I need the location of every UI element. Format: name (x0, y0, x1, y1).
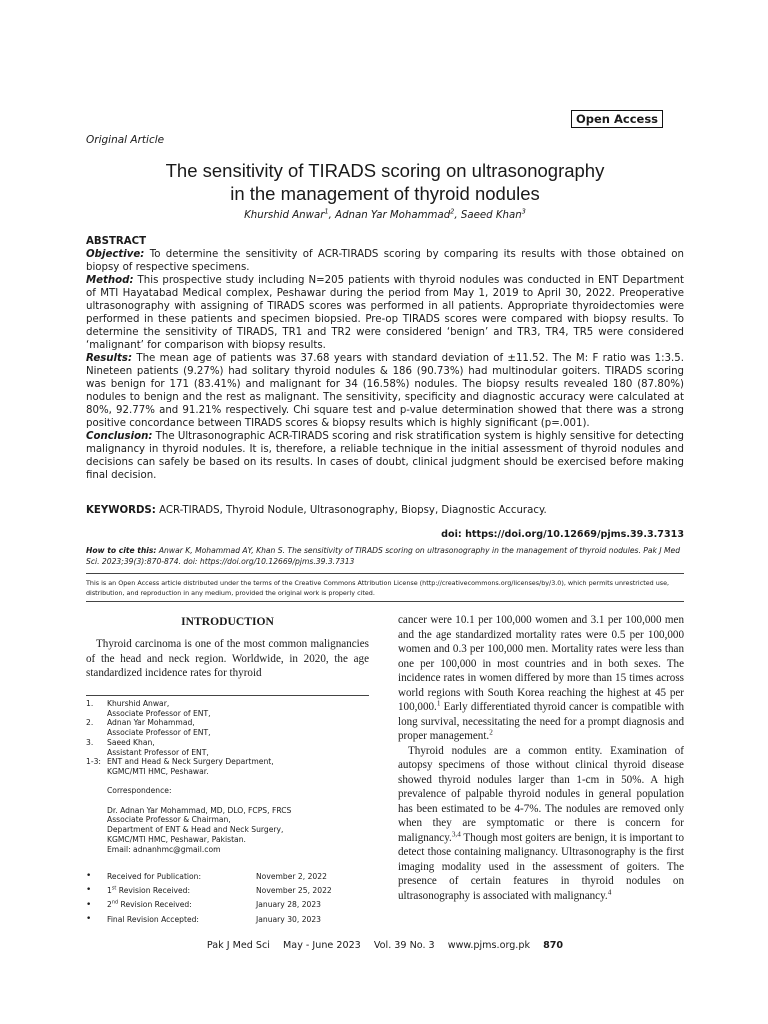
footer-journal: Pak J Med Sci (206, 940, 270, 951)
introduction-heading: INTRODUCTION (181, 615, 274, 628)
date-value: January 30, 2023 (256, 914, 322, 924)
affiliation-line: Khurshid Anwar, (107, 699, 170, 708)
correspondence (107, 786, 369, 854)
correspondence-line: Dr. Adnan Yar Mohammad, MD, DLO, FCPS, FRCS (107, 805, 292, 815)
date-row: • Received for Publication: November 2, 2022 (86, 871, 327, 882)
citation-text: Anwar K, Mohammad AY, Khan S. The sensitivity of TIRADS scoring on ultrasonography in the management of thyroid nodules. Pak J Med Sci. 2023;39(3):870-874. doi: https://doi.org/10.12669/pjms.39.3.7313 (86, 546, 681, 566)
article-category: Original Article (86, 134, 165, 146)
affiliation-number: 2. (86, 718, 94, 728)
method-text: This prospective study including N=205 patients with thyroid nodules was conducted in ENT Department of MTI Hayatabad Medical complex, Peshawar during the period from May 1, 2019 to April 30, 2022. Preoperative ultrasonography with assigning of TIRADS scores was performed in all patients. Appropriate thyroidectomies were performed in these patients and specimen biopsied. Pre-op TIRADS scores were compared with biopsy results. To determine the sensitivity of TIRADS, TR1 and TR2 were considered ‘benign’ and TR3, TR4, TR5 were considered ‘malignant’ for comparison with biopsy results. (86, 275, 684, 351)
divider (86, 573, 684, 574)
article-title (86, 159, 684, 205)
author-name: Adnan Yar Mohammad (335, 210, 451, 221)
date-value: January 28, 2023 (256, 900, 322, 910)
affiliation-number: 1. (86, 699, 94, 708)
affiliation-line: Saeed Khan, (107, 737, 155, 747)
open-access-badge: Open Access (571, 110, 663, 128)
intro-right-paragraph-2: Thyroid nodules are a common entity. Examination of autopsy specimens of those without clinical thyroid disease showed thyroid nodules larger than 1-cm in 50%. A high prevalence of palpable thyroid nodules in general population has been estimated to be 4-7%. The nodules are removed only when they are symptomatic or there is concern for malignancy.$^{3,4}$ Though most goiters are benign, it is important to detect those containing malignancy. Ultrasonography is the first imaging modality used in the assessment of goiters. The presence of certain features in thyroid nodules on ultrasonography is associated with malignancy.$^4$ (398, 744, 684, 902)
objective-label: Objective: (86, 249, 145, 260)
date-row: • 2nd Revision Received: January 28, 2023 (86, 899, 322, 910)
author-affil-ref: 3 (521, 207, 526, 216)
correspondence-line: KGMC/MTI HMC, Peshawar, Pakistan. (107, 834, 246, 844)
keywords (86, 505, 684, 516)
date-label: 1st Revision Received: (107, 885, 191, 895)
page-number: 870 (543, 940, 564, 951)
correspondence-line: Department of ENT & Head and Neck Surgery, (107, 825, 284, 835)
affiliation-item (86, 738, 369, 757)
method-label: Method: (86, 275, 134, 286)
date-row: • 1st Revision Received: November 25, 2022 (86, 885, 332, 896)
intro-right-column (398, 613, 684, 903)
title-line-1: The sensitivity of TIRADS scoring on ultrasonography (165, 160, 605, 181)
date-label: Final Revision Accepted: (107, 914, 199, 924)
citation (86, 546, 684, 567)
license-note: This is an Open Access article distributed under the terms of the Creative Commons Attribution License (http://creativecommons.org/licenses/by/3.0), which permits unrestricted use, distribution, and reproduction in any medium, provided the original work is properly cited. (86, 579, 670, 597)
correspondence-email: Email: adnanhmc@gmail.com (107, 844, 221, 854)
affiliation-line: Assistant Professor of ENT, (107, 747, 209, 757)
correspondence-line: Associate Professor & Chairman, (107, 815, 231, 825)
doi-link[interactable]: doi: https://doi.org/10.12669/pjms.39.3.7313 (441, 529, 684, 540)
reference-marker: 3,4 (451, 829, 461, 838)
date-value: November 25, 2022 (256, 885, 332, 895)
author-affil-ref: 2 (450, 207, 455, 216)
results-text: The mean age of patients was 37.68 years with standard deviation of ±11.52. The M: F ratio was 1:3.5. Nineteen patients (9.27%) had solitary thyroid nodules & 186 (90.73%) had multinodular goiters. TIRADS scoring was benign for 171 (83.41%) and malignant for 34 (16.58%) nodules. The biopsy results revealed 180 (87.80%) nodules to benign and the rest as malignant. The sensitivity, specificity and diagnostic accuracy were calculated at 80%, 92.77% and 91.21% respectively. Chi square test and p-value determination showed that there was a strong positive concordance between TIRADS scores & biopsy results which is highly significant (p=.001). (86, 353, 684, 429)
abstract-objective (86, 248, 684, 274)
abstract-results (86, 352, 684, 430)
intro-left-text: Thyroid carcinoma is one of the most common malignancies of the head and neck region. Worldwide, in 2020, the age standardized incidence rates for thyroid (86, 638, 369, 679)
date-label: 2nd Revision Received: (107, 899, 192, 910)
date-value: November 2, 2022 (256, 871, 327, 881)
abstract (86, 235, 684, 482)
affiliation-line: Associate Professor of ENT, (107, 728, 211, 738)
page-footer (86, 940, 684, 951)
affiliation-number: 1-3: (86, 757, 101, 767)
divider (86, 601, 684, 602)
intro-right-paragraph-1: cancer were 10.1 per 100,000 women and 3.1 per 100,000 men and the age standardized mortality rates were 0.5 per 100,000 women and 0.3 per 100,000 men. Mortality rates were less than one per 100,000 in most countries and in both sexes. The incidence rates in women differed by more than 15 times across world regions with South Korea reaching the highest at 45 per 100,000.$^1$ Early differentiated thyroid cancer is compatible with long survival, necessitating the need for a prompt diagnosis and proper management.$^2$ (398, 614, 684, 742)
footer-url[interactable]: www.pjms.org.pk (447, 940, 531, 951)
reference-marker: 1 (436, 699, 441, 708)
affiliation-item (86, 699, 369, 718)
correspondence-label: Correspondence: (107, 786, 172, 796)
affiliations (86, 699, 369, 854)
affiliation-line: Adnan Yar Mohammad, (107, 718, 195, 728)
author-affil-ref: 1 (324, 207, 329, 216)
intro-left-paragraph (86, 637, 369, 681)
results-label: Results: (86, 353, 133, 364)
reference-marker: 2 (489, 728, 493, 737)
affiliation-item (86, 757, 369, 776)
objective-text: To determine the sensitivity of ACR-TIRADS scoring by comparing its results with those obtained on biopsy of respective specimens. (86, 249, 684, 273)
affiliation-item (86, 718, 369, 737)
keywords-label: KEYWORDS: (86, 505, 156, 516)
date-label: Received for Publication: (107, 871, 202, 881)
affiliation-line: ENT and Head & Neck Surgery Department, (107, 757, 274, 767)
author-name: Saeed Khan (460, 210, 522, 221)
author-name: Khurshid Anwar (244, 210, 325, 221)
conclusion-text: The Ultrasonographic ACR-TIRADS scoring and risk stratification system is highly sensitive for detecting malignancy in thyroid nodules. It is, therefore, a reliable technique in the initial assessment of thyroid nodules and decisions can safely be based on its results. In cases of doubt, clinical judgment should be exercised before making final decision. (86, 431, 684, 481)
affiliation-line: KGMC/MTI HMC, Peshawar. (107, 766, 209, 776)
affiliation-line: Associate Professor of ENT, (107, 708, 211, 718)
citation-label: How to cite this: (86, 546, 157, 555)
conclusion-label: Conclusion: (86, 431, 153, 442)
abstract-method (86, 274, 684, 352)
divider (86, 695, 369, 696)
keywords-text: ACR-TIRADS, Thyroid Nodule, Ultrasonography, Biopsy, Diagnostic Accuracy. (155, 505, 547, 516)
title-line-2: in the management of thyroid nodules (230, 183, 540, 204)
abstract-conclusion (86, 430, 684, 482)
abstract-heading: ABSTRACT (86, 236, 147, 247)
affiliation-number: 3. (86, 737, 94, 747)
reference-marker: 4 (607, 887, 612, 896)
footer-volume: Vol. 39 No. 3 (373, 940, 435, 951)
publication-dates (86, 869, 369, 926)
author-list: Khurshid Anwar$^1$, Adnan Yar Mohammad$^2$, Saeed Khan$^3$ (244, 207, 526, 221)
footer-issue: May - June 2023 (283, 940, 361, 951)
date-row: • Final Revision Accepted: January 30, 2023 (86, 914, 322, 925)
